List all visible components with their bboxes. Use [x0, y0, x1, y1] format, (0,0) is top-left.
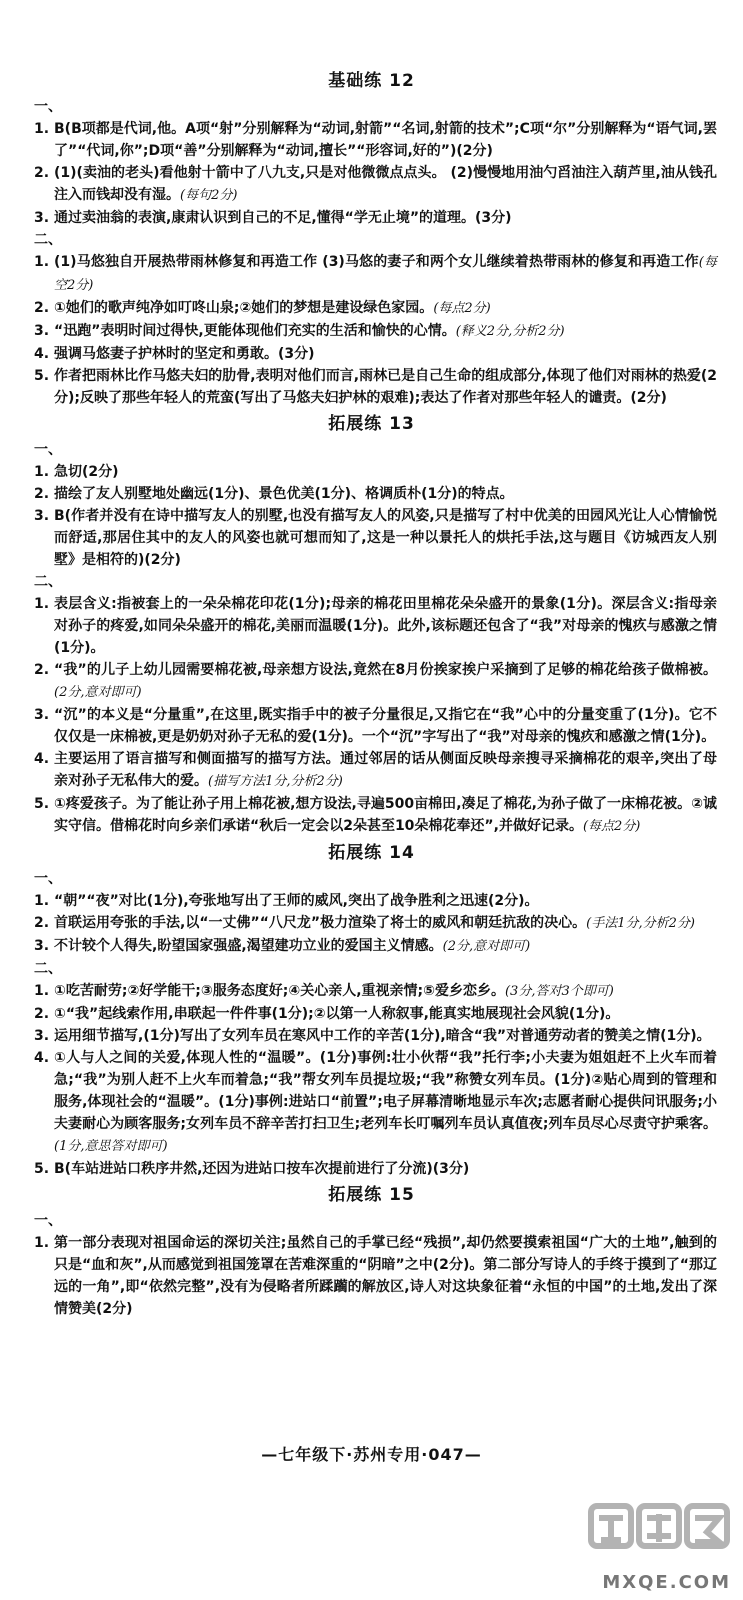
item-text: B(车站进站口秩序井然,还因为进站口按车次提前进行了分流)(3分) — [54, 1161, 470, 1177]
answer-item — [34, 1158, 717, 1180]
score-note: (每句2分) — [180, 188, 238, 203]
item-number: 2. — [34, 1006, 50, 1022]
score-note: (1分,意思答对即可) — [54, 1139, 168, 1154]
answer-item — [34, 207, 717, 229]
item-text: 描绘了友人别墅地处幽远(1分)、景色优美(1分)、格调质朴(1分)的特点。 — [54, 486, 514, 502]
score-note: (2分,意对即可) — [54, 685, 142, 700]
item-number: 5. — [34, 1161, 50, 1177]
score-note: (描写方法1分,分析2分) — [208, 774, 343, 789]
section-title: 基础练 12 — [328, 71, 415, 91]
answer-item — [34, 320, 717, 343]
item-text: “沉”的本义是“分量重”,在这里,既实指手中的被子分量很足,又指它在“我”心中的分量变重了(1分)。它不仅仅是一床棉被,更是奶奶对孙子无私的爱(1分)。一个“沉”字写出了“我”对母亲的愧疚和感激之情(1分)。 — [54, 707, 717, 745]
item-number: 2. — [34, 165, 50, 181]
answer-item — [34, 890, 717, 912]
answer-item — [34, 748, 717, 793]
answer-item — [34, 297, 717, 320]
score-note: (每点2分) — [582, 819, 641, 834]
score-note: (每点2分) — [433, 301, 491, 316]
answer-item — [34, 1003, 717, 1025]
answer-item — [34, 980, 717, 1003]
section-title: 拓展练 13 — [328, 414, 415, 434]
score-note: (每空2分) — [54, 255, 717, 293]
answer-content — [0, 66, 743, 1320]
item-number: 2. — [34, 300, 50, 316]
answer-item — [34, 251, 717, 297]
item-number: 2. — [34, 486, 50, 502]
item-text: 运用细节描写,(1分)写出了女列车员在寒风中工作的辛苦(1分),暗含“我”对普通劳动者的赞美之情(1分)。 — [54, 1028, 711, 1044]
answer-item — [34, 1047, 717, 1158]
answer-item — [34, 365, 717, 409]
item-text: 首联运用夸张的手法,以“一丈佛”“八尺龙”极力渲染了将士的威风和朝廷抗敌的决心。 — [54, 915, 587, 931]
item-number: 3. — [34, 938, 50, 954]
item-number: 5. — [34, 796, 50, 812]
part-label: 二、 — [34, 232, 62, 248]
answer-item — [34, 704, 717, 748]
answer-item — [34, 935, 717, 958]
answer-item — [34, 505, 717, 571]
section-title: 拓展练 15 — [328, 1185, 415, 1205]
item-text: (1)(卖油的老头)看他射十箭中了八九支,只是对他微微点点头。 (2)慢慢地用油勺舀油注入葫芦里,油从钱孔注入而钱却没有湿。 — [54, 165, 717, 203]
item-number: 3. — [34, 707, 50, 723]
item-number: 3. — [34, 1028, 50, 1044]
item-number: 2. — [34, 662, 50, 678]
item-number: 1. — [34, 464, 50, 480]
item-number: 5. — [34, 368, 50, 384]
answer-item — [34, 659, 717, 704]
item-text: ①“我”起线索作用,串联起一件件事(1分);②以第一人称叙事,能真实地展现社会风貌(1分)。 — [54, 1006, 620, 1022]
item-number: 1. — [34, 893, 50, 909]
answer-item — [34, 593, 717, 659]
item-text: B(作者并没有在诗中描写友人的别墅,也没有描写友人的风姿,只是描写了村中优美的田园风光让人心情愉悦而舒适,那居住其中的友人的风姿也就可想而知了,这是一种以景托人的烘托手法,这与题目《访城西友人别墅》是相符的)(2分) — [54, 508, 717, 568]
item-text: 表层含义:指被套上的一朵朵棉花印花(1分);母亲的棉花田里棉花朵朵盛开的景象(1分)。深层含义:指母亲对孙子的疼爱,如同朵朵盛开的棉花,美丽而温暖(1分)。此外,该标题还包含了“我”对母亲的愧疚与感激之情(1分)。 — [54, 596, 717, 656]
item-number: 3. — [34, 508, 50, 524]
item-text: “我”的儿子上幼儿园需要棉花被,母亲想方设法,竟然在8月份挨家挨户采摘到了足够的棉花给孩子做棉被。 — [54, 662, 717, 678]
item-number: 2. — [34, 915, 50, 931]
item-number: 1. — [34, 596, 50, 612]
part-label: 二、 — [34, 961, 62, 977]
part-label: 一、 — [34, 1213, 62, 1229]
part-label: 二、 — [34, 574, 62, 590]
item-number: 3. — [34, 323, 50, 339]
score-note: (2分,意对即可) — [442, 939, 531, 954]
item-text: (1)马悠独自开展热带雨林修复和再造工作 (3)马悠的妻子和两个女儿继续着热带雨林的修复和再造工作 — [54, 254, 699, 270]
item-text: 急切(2分) — [54, 464, 119, 480]
item-text: ①疼爱孩子。为了能让孙子用上棉花被,想方设法,寻遍500亩棉田,凑足了棉花,为孙子做了一床棉花被。②诚实守信。借棉花时向乡亲们承诺“秋后一定会以2朵甚至10朵棉花奉还”,并做好记录。 — [54, 796, 717, 834]
item-number: 1. — [34, 254, 50, 270]
page-footer: —七年级下·苏州专用·047— — [261, 1445, 482, 1464]
item-number: 1. — [34, 121, 50, 137]
item-text: “迅跑”表明时间过得快,更能体现他们充实的生活和愉快的心情。 — [54, 323, 456, 339]
answer-item — [34, 793, 717, 838]
item-number: 1. — [34, 983, 50, 999]
item-text: 第一部分表现对祖国命运的深切关注;虽然自己的手掌已经“残损”,却仍然要摸索祖国“广大的土地”,触到的只是“血和灰”,从而感觉到祖国笼罩在苦难深重的“阴暗”之中(2分)。第二部分写诗人的手终于摸到了“那辽远的一角”,即“依然完整”,没有为侵略者所蹂躏的解放区,诗人对这块象征着“永恒的中国”的土地,发出了深情赞美(2分) — [54, 1235, 717, 1317]
item-number: 1. — [34, 1235, 50, 1251]
item-number: 3. — [34, 210, 50, 226]
score-note: (3分,答对3个即可) — [504, 984, 614, 999]
answer-item — [34, 162, 717, 207]
answer-item — [34, 483, 717, 505]
watermark-text: MXQE.COM — [602, 1572, 731, 1593]
item-text: 通过卖油翁的表演,康肃认识到自己的不足,懂得“学无止境”的道理。(3分) — [54, 210, 512, 226]
answer-item — [34, 118, 717, 162]
item-text: ①她们的歌声纯净如叮咚山泉;②她们的梦想是建设绿色家园。 — [54, 300, 434, 316]
answer-item — [34, 912, 717, 935]
part-label: 一、 — [34, 871, 62, 887]
item-text: “朝”“夜”对比(1分),夸张地写出了王师的威风,突出了战争胜利之迅速(2分)。 — [54, 893, 539, 909]
item-text: ①人与人之间的关爱,体现人性的“温暖”。(1分)事例:壮小伙帮“我”托行李;小夫妻为姐姐赶不上火车而着急;“我”为别人赶不上火车而着急;“我”帮女列车员提垃圾;“我”称赞女列车员。(1分)②贴心周到的管理和服务,体现社会的“温暖”。(1分)事例:进站口“前置”;电子屏幕清晰地显示车次;志愿者耐心提供问讯服务;小夫妻耐心为顾客服务;女列车员不辞辛苦打扫卫生;老列车长叮嘱列车员认真值夜;列车员尽心尽责守护乘客。 — [54, 1050, 717, 1132]
item-text: 作者把雨林比作马悠夫妇的肋骨,表明对他们而言,雨林已是自己生命的组成部分,体现了他们对雨林的热爱(2分);反映了那些年轻人的荒蛮(写出了马悠夫妇护林的艰难);表达了作者对那些年轻人的谴责。(2分) — [54, 368, 717, 406]
item-text: 主要运用了语言描写和侧面描写的描写方法。通过邻居的话从侧面反映母亲搜寻采摘棉花的艰辛,突出了母亲对孙子无私伟大的爱。 — [54, 751, 717, 789]
score-note: (手法1分,分析2分) — [586, 916, 695, 931]
part-label: 一、 — [34, 442, 62, 458]
item-text: 不计较个人得失,盼望国家强盛,渴望建功立业的爱国主义情感。 — [54, 938, 443, 954]
answer-item — [34, 1232, 717, 1320]
answer-item — [34, 1025, 717, 1047]
item-number: 4. — [34, 751, 50, 767]
section-title: 拓展练 14 — [328, 843, 415, 863]
score-note: (释义2分,分析2分) — [455, 324, 565, 339]
answer-item — [34, 461, 717, 483]
item-text: ①吃苦耐劳;②好学能干;③服务态度好;④关心亲人,重视亲情;⑤爱乡恋乡。 — [54, 983, 505, 999]
item-text: 强调马悠妻子护林时的坚定和勇敢。(3分) — [54, 346, 315, 362]
item-number: 4. — [34, 1050, 50, 1066]
item-number: 4. — [34, 346, 50, 362]
part-label: 一、 — [34, 99, 62, 115]
item-text: B(B项都是代词,他。A项“射”分别解释为“动词,射箭”“名词,射箭的技术”;C项“尔”分别解释为“语气词,罢了”“代词,你”;D项“善”分别解释为“动词,擅长”“形容词,好的”)(2分) — [54, 121, 717, 159]
answer-item — [34, 343, 717, 365]
